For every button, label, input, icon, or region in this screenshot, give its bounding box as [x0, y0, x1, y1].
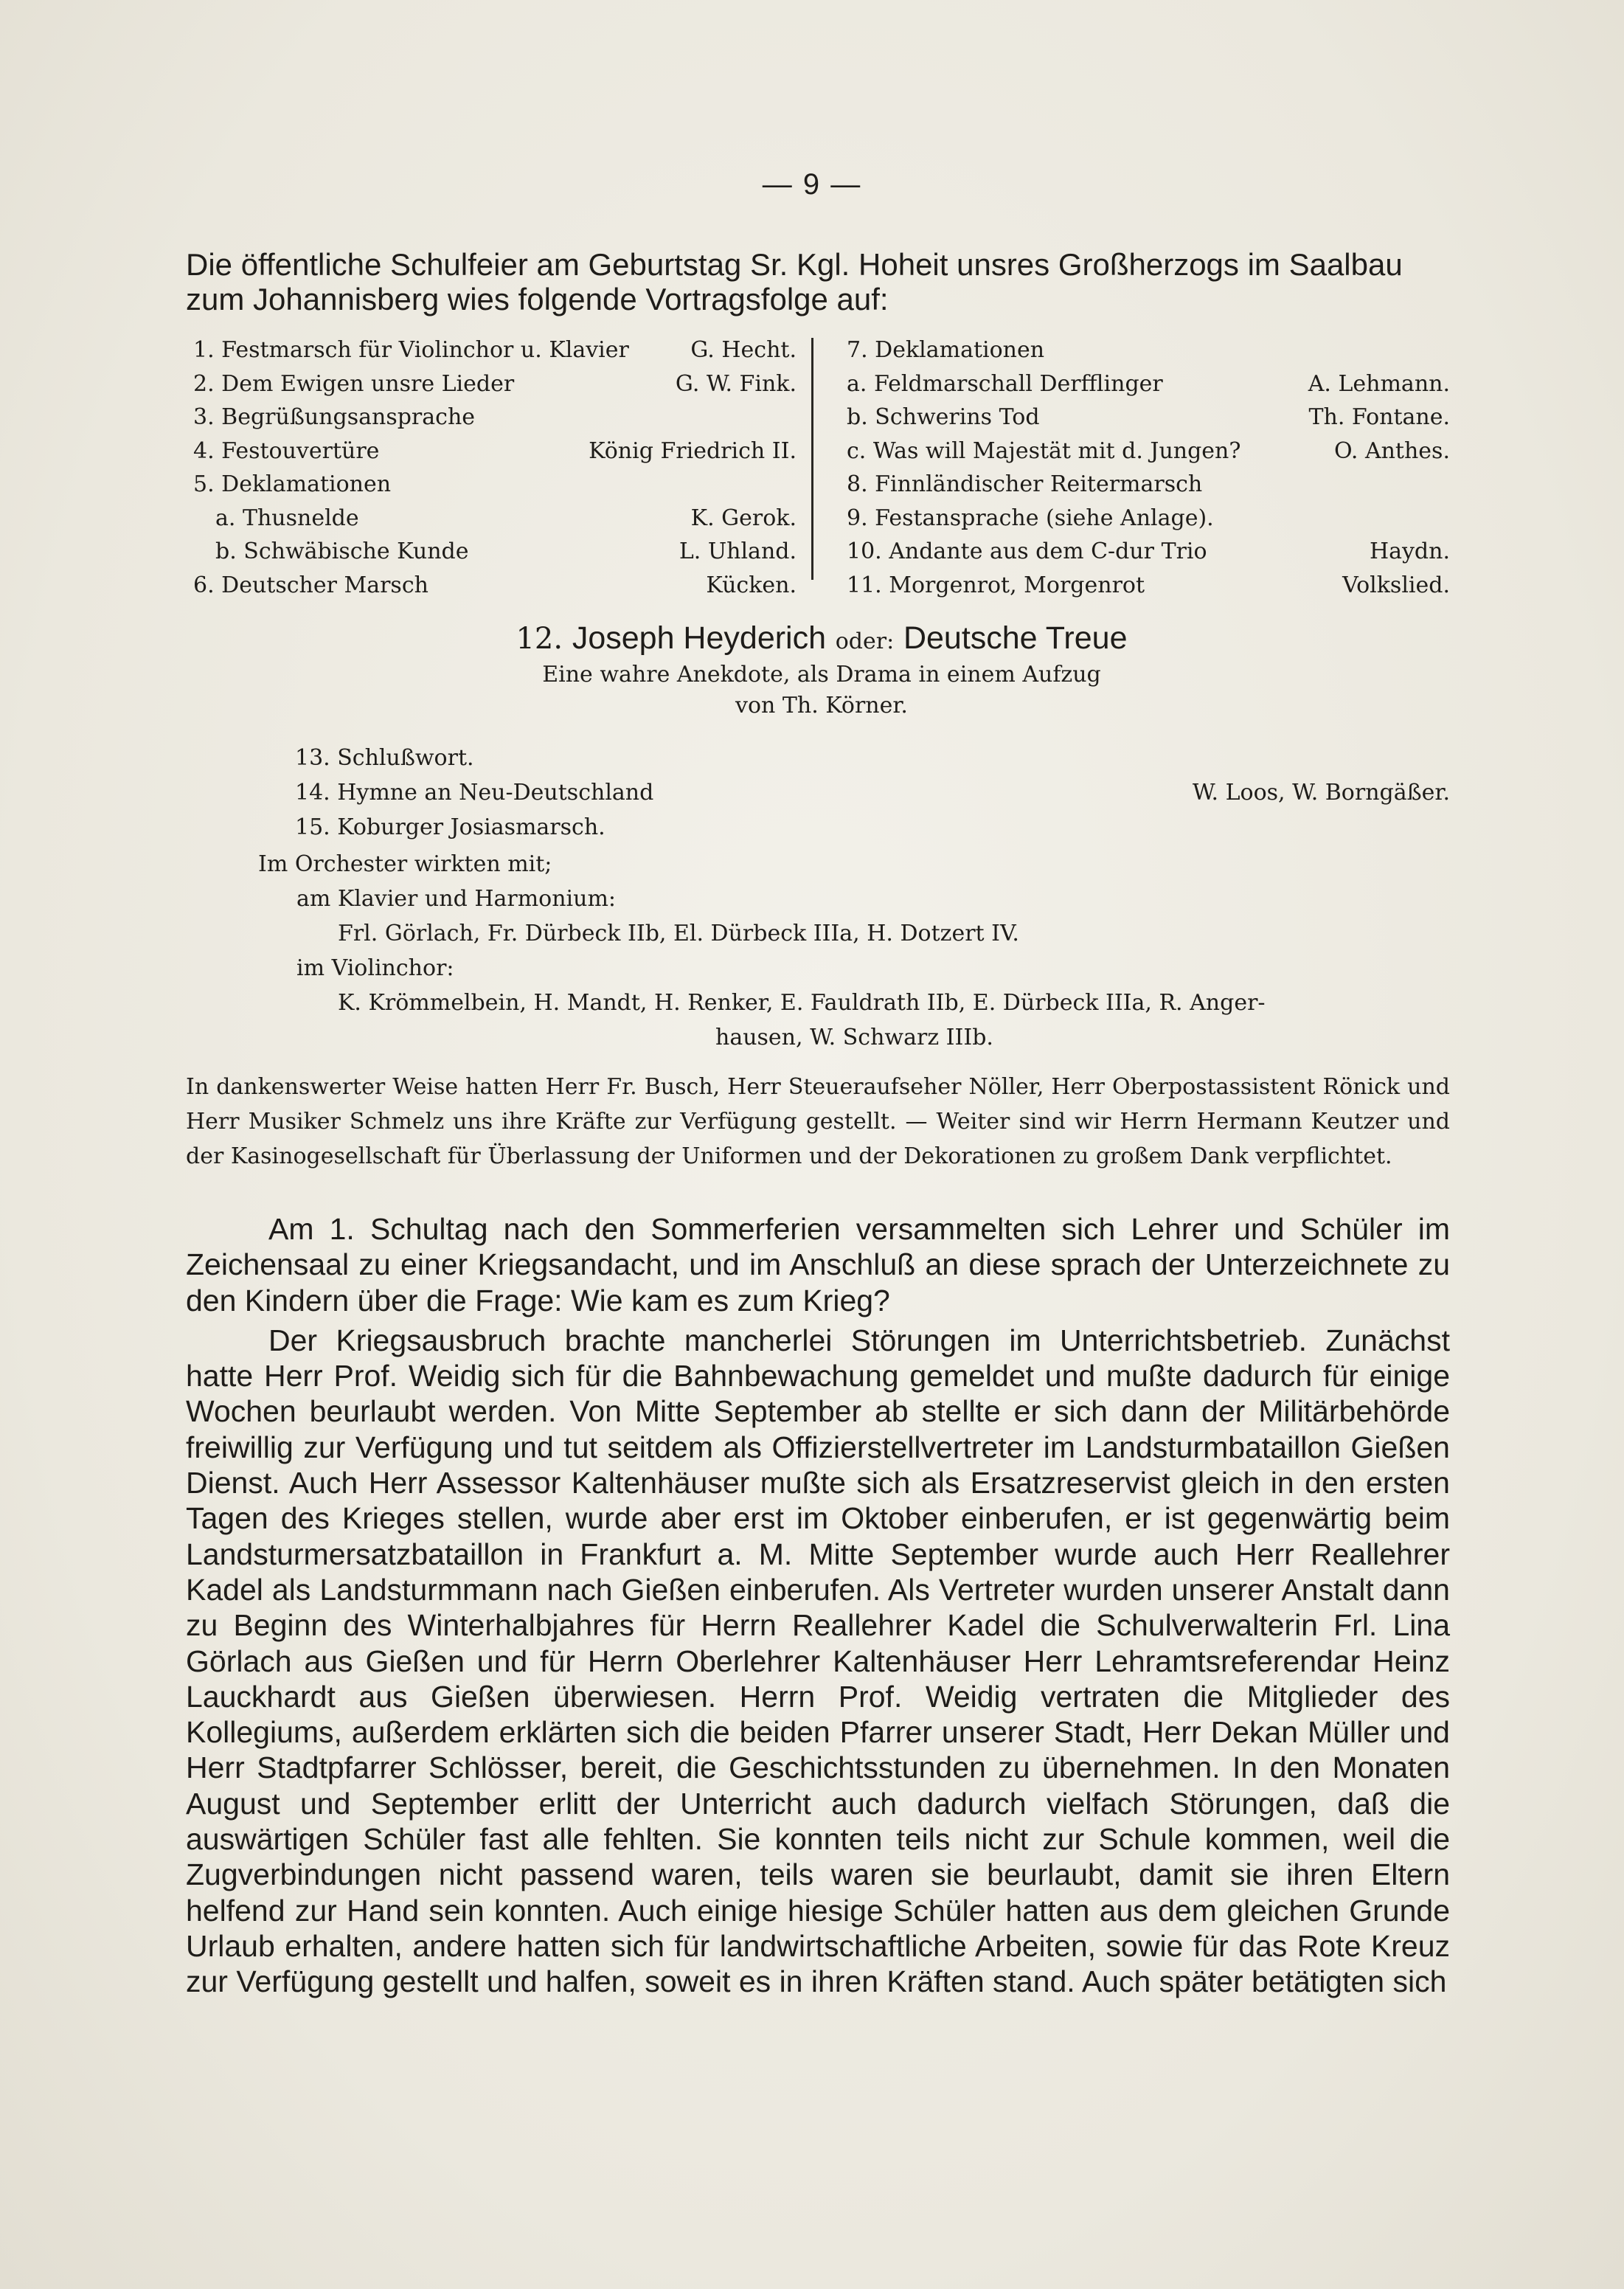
program-left-column: [193, 333, 797, 602]
item12-description: [193, 659, 1450, 721]
program-item-title: b. Schwäbische Kunde: [215, 539, 469, 564]
program-item-title: c. Was will Majestät mit d. Jungen?: [847, 437, 1241, 464]
item12-number: 12.: [516, 622, 563, 656]
program-item-title: 6. Deutscher Marsch: [193, 572, 428, 598]
orchestra-section: [258, 847, 1453, 1055]
item12-description-line: von Th. Körner.: [735, 693, 908, 718]
program-item: [193, 502, 797, 536]
program-item-author: G. Hecht.: [690, 337, 797, 363]
item12-subtitle: Deutsche Treue: [903, 620, 1128, 656]
program-item: [193, 401, 797, 434]
program-item-title: 4. Festouvertüre: [193, 437, 380, 464]
program-item: [847, 569, 1450, 603]
program-right-column: [847, 333, 1450, 602]
program-item-author: König Friedrich II.: [589, 437, 797, 464]
orchestra-heading: Im Orchester wirkten mit;: [258, 851, 552, 877]
thanks-paragraph: [186, 1070, 1450, 1174]
thanks-text: In dankenswerter Weise hatten Herr Fr. Busch, Herr Steueraufseher Nöller, Herr Oberpostassistent Rönick und Herr Musiker Schmelz uns ihre Kräfte zur Verfügung gestellt. — Weiter sind wir Herrn Hermann Keutzer und der Kasinogesellschaft für Überlassung der Uniformen und der Dekorationen zu großem Dank verpflichtet.: [186, 1074, 1450, 1169]
orchestra-names: Frl. Görlach, Fr. Dürbeck IIb, El. Dürbeck IIIa, H. Dotzert IV.: [338, 921, 1019, 946]
program-item-12: [193, 620, 1450, 660]
body-paragraph: Der Kriegsausbruch brachte mancherlei Störungen im Unterrichtsbetrieb. Zunächst hatte Herr Prof. Weidig sich für die Bahnbewachung gemeldet und mußte dadurch für einige Wochen beurlaubt werden. Von Mitte September ab stellte er sich dann der Militärbehörde freiwillig zur Verfügung und tut seitdem als Offizierstellvertreter im Landsturmbataillon Gießen Dienst. Auch Herr Assessor Kaltenhäuser mußte sich als Ersatzreservist gleich in den ersten Tagen des Krieges stellen, wurde aber erst im Oktober einberufen, er ist gegenwärtig beim Landsturmersatzbataillon in Frankfurt a. M. Mitte September wurde auch Herr Reallehrer Kadel als Landsturmmann nach Gießen einberufen. Als Vertreter wurden unserer Anstalt dann zu Beginn des Winterhalbjahres für Herrn Reallehrer Kadel die Schulverwalterin Frl. Lina Görlach aus Gießen und für Herrn Oberlehrer Kaltenhäuser Herr Lehramtsreferendar Heinz Lauckhardt aus Gießen überwiesen. Herrn Prof. Weidig vertraten die Mitglieder des Kollegiums, außerdem erklärten sich die beiden Pfarrer unserer Stadt, Herr Dekan Müller und Herr Stadtpfarrer Schlösser, bereit, die Geschichtsstunden zu übernehmen. In den Monaten August und September erlitt der Unterricht auch dadurch vielfach Störungen, daß die auswärtigen Schüler fast alle fehlten. Sie konnten teils nicht zur Schule kommen, weil die Zugverbindungen nicht passend waren, teils waren sie beurlaubt, damit sie ihren Eltern helfend zur Hand sein konnten. Auch einige hiesige Schüler hatten aus dem gleichen Grunde Urlaub erhalten, andere hatten sich für landwirtschaftliche Arbeiten, sowie für das Rote Kreuz zur Verfügung gestellt und halfen, soweit es in ihren Kräften stand. Auch später betätigten sich: [186, 1323, 1450, 1999]
orchestra-names: K. Krömmelbein, H. Mandt, H. Renker, E. Fauldrath IIb, E. Dürbeck IIIa, R. Anger-: [338, 990, 1266, 1016]
body-text: [186, 1211, 1450, 2004]
program-item-title: b. Schwerins Tod: [847, 404, 1040, 430]
program-item: [193, 434, 797, 468]
program-item: [193, 367, 797, 401]
orchestra-names: hausen, W. Schwarz IIIb.: [715, 1025, 993, 1050]
program-item: [295, 810, 1450, 845]
intro-paragraph: Die öffentliche Schulfeier am Geburtstag Sr. Kgl. Hoheit unsres Großherzogs im Saalbau zum Johannisberg wies folgende Vortragsfolge auf:: [186, 247, 1403, 316]
program-item: [847, 434, 1450, 468]
program-item-title: 1. Festmarsch für Violinchor u. Klavier: [193, 337, 629, 363]
program-item: [847, 333, 1450, 367]
item12-description-line: Eine wahre Anekdote, als Drama in einem Aufzug: [542, 662, 1101, 688]
program-item: [847, 502, 1450, 536]
program-item-author: O. Anthes.: [1334, 437, 1450, 464]
program-item-author: G. W. Fink.: [675, 370, 797, 397]
program-item-title: a. Thusnelde: [215, 505, 359, 531]
program-item-title: a. Feldmarschall Derfflinger: [847, 370, 1163, 397]
program-item: [193, 569, 797, 603]
program-item-author: A. Lehmann.: [1308, 370, 1450, 397]
program-item-title: 2. Dem Ewigen unsre Lieder: [193, 370, 515, 397]
program-item-author: Volkslied.: [1342, 572, 1450, 598]
program-item-title: 5. Deklamationen: [193, 471, 392, 497]
program-item-author: Kücken.: [706, 572, 797, 598]
program-item-title: 8. Finnländischer Reitermarsch: [847, 471, 1203, 497]
program-item-author: W. Loos, W. Borngäßer.: [1192, 780, 1450, 806]
program-item-author: Haydn.: [1369, 539, 1450, 564]
program-item-title: 11. Morgenrot, Morgenrot: [847, 572, 1145, 598]
item12-title: Joseph Heyderich: [572, 620, 827, 656]
program-item-title: 9. Festansprache (siehe Anlage).: [847, 505, 1214, 531]
program-item-author: K. Gerok.: [690, 505, 797, 531]
program-item: [193, 535, 797, 569]
program-item-title: 3. Begrüßungsansprache: [193, 404, 476, 430]
program-closing-items: [295, 741, 1450, 845]
program-item-author: Th. Fontane.: [1308, 404, 1450, 430]
orchestra-subheading: im Violinchor:: [296, 955, 454, 981]
program-item: [295, 741, 1450, 775]
orchestra-subheading: am Klavier und Harmonium:: [296, 886, 617, 912]
program-item: [295, 775, 1450, 810]
program-item: [847, 535, 1450, 569]
program-item: [847, 468, 1450, 502]
program-item: [847, 367, 1450, 401]
column-divider: [811, 338, 813, 580]
item12-oder: oder:: [835, 628, 895, 654]
program-item-title: 13. Schlußwort.: [295, 745, 474, 771]
body-paragraph: Am 1. Schultag nach den Sommerferien versammelten sich Lehrer und Schüler im Zeichensaal zu einer Kriegsandacht, und im Anschluß an diese sprach der Unterzeichnete zu den Kindern über die Frage: Wie kam es zum Krieg?: [186, 1212, 1450, 1317]
program-item-title: 15. Koburger Josiasmarsch.: [295, 814, 605, 840]
program-item-author: L. Uhland.: [679, 539, 797, 564]
program-item: [193, 333, 797, 367]
page-number: — 9 —: [762, 168, 862, 201]
program-item-title: 7. Deklamationen: [847, 337, 1045, 363]
program-item-title: 14. Hymne an Neu-Deutschland: [295, 780, 654, 806]
program-item: [193, 468, 797, 502]
program-item-title: 10. Andante aus dem C-dur Trio: [847, 539, 1207, 564]
program-item: [847, 401, 1450, 434]
